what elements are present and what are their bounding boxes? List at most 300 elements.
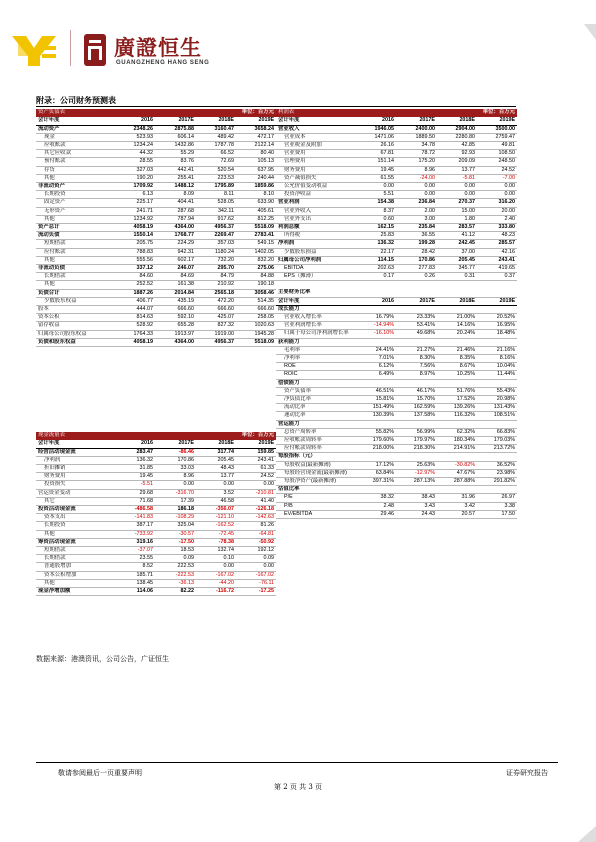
value-cell: 8.16%: [477, 354, 517, 362]
value-cell: [355, 289, 396, 297]
value-cell: 1768.77: [155, 232, 196, 240]
row-label: 其它: [36, 497, 114, 505]
value-cell: [437, 281, 477, 289]
value-cell: 1020.63: [236, 322, 276, 330]
value-cell: 812.25: [236, 215, 276, 223]
year-cell: 2018E: [196, 117, 236, 125]
value-cell: 138.45: [114, 579, 155, 587]
table-row: [276, 256, 517, 264]
table-row: [276, 445, 517, 453]
value-cell: 20.00: [477, 207, 517, 215]
row-label: P/B: [276, 502, 355, 510]
row-label: 负债合计: [36, 289, 114, 297]
value-cell: 14.16%: [437, 322, 477, 330]
table-row: [36, 530, 276, 538]
value-cell: 1946.05: [355, 125, 396, 133]
value-cell: 16.95%: [477, 322, 517, 330]
value-cell: 3160.47: [196, 125, 236, 133]
year-header-row: [36, 440, 276, 448]
value-cell: [477, 338, 517, 346]
value-cell: -316.70: [155, 489, 196, 497]
value-cell: 1919.00: [196, 330, 236, 338]
value-cell: 17.39: [155, 497, 196, 505]
table-row: [276, 273, 517, 281]
table-row: [36, 232, 276, 240]
value-cell: -72.45: [196, 530, 236, 538]
value-cell: 83.76: [155, 158, 196, 166]
value-cell: 218.30%: [396, 445, 437, 453]
table-row: [276, 502, 517, 510]
value-cell: 8.35%: [437, 354, 477, 362]
row-label: 短期借款: [36, 547, 114, 555]
value-cell: 1787.78: [196, 142, 236, 150]
row-label: 负债和股东权益: [36, 338, 114, 346]
row-label: 其他: [36, 281, 114, 289]
value-cell: 48.43: [196, 465, 236, 473]
value-cell: 1234.92: [114, 215, 155, 223]
row-label: 少数股东权益: [36, 297, 114, 305]
value-cell: 23.98%: [477, 469, 517, 477]
value-cell: 236.84: [396, 199, 437, 207]
value-cell: 130.39%: [355, 412, 396, 420]
year-cell: 2016: [355, 117, 396, 125]
value-cell: 827.32: [196, 322, 236, 330]
value-cell: 21.00%: [437, 313, 477, 321]
value-cell: 18.48%: [477, 330, 517, 338]
value-cell: 6.49%: [355, 371, 396, 379]
value-cell: 2018E: [437, 297, 477, 305]
year-cell: 2017E: [155, 440, 196, 448]
value-cell: 732.20: [196, 256, 236, 264]
value-cell: 31.85: [114, 465, 155, 473]
row-label: [276, 281, 355, 289]
value-cell: 4058.19: [114, 338, 155, 346]
row-label: 归属于母公司净利润增长率: [276, 330, 355, 338]
value-cell: 67.81: [355, 150, 396, 158]
row-label: 经营活动现金流: [36, 448, 114, 456]
value-cell: -116.72: [196, 588, 236, 596]
value-cell: 214.91%: [437, 445, 477, 453]
table-row: [36, 191, 276, 199]
table-row: [36, 506, 276, 514]
cash-flow-table: [36, 432, 276, 596]
row-label: 现金: [36, 133, 114, 141]
unit-label: 单位：百万元: [437, 109, 517, 117]
value-cell: 23.55: [114, 555, 155, 563]
value-cell: 555.56: [114, 256, 155, 264]
page-title: 附录：公司财务预测表: [36, 95, 116, 105]
value-cell: -108.29: [155, 514, 196, 522]
row-label: EBITDA: [276, 265, 355, 273]
value-cell: 78.72: [396, 150, 437, 158]
value-cell: 92.93: [437, 150, 477, 158]
value-cell: 17.50: [477, 510, 517, 518]
value-cell: 180.34%: [437, 437, 477, 445]
value-cell: 4058.19: [114, 224, 155, 232]
row-label: 营业外支出: [276, 215, 355, 223]
table-row: [276, 494, 517, 502]
table-row: [276, 363, 517, 371]
value-cell: 345.77: [437, 265, 477, 273]
value-cell: 442.41: [155, 166, 196, 174]
value-cell: 0.00: [355, 183, 396, 191]
year-cell: 2018E: [196, 440, 236, 448]
value-cell: 46.58: [196, 497, 236, 505]
value-cell: 105.13: [236, 158, 276, 166]
value-cell: 24.52: [477, 166, 517, 174]
row-label: 资产总计: [36, 224, 114, 232]
table-row: [36, 571, 276, 579]
value-cell: 832.20: [236, 256, 276, 264]
table-row: [276, 281, 517, 289]
row-label: 公允价值变动收益: [276, 183, 355, 191]
row-label: 每股经营现金流(最新摊薄): [276, 469, 355, 477]
row-label: 净利率: [276, 354, 355, 362]
value-cell: 29.68: [114, 489, 155, 497]
value-cell: 5518.09: [236, 224, 276, 232]
value-cell: 205.75: [114, 240, 155, 248]
value-cell: 47.67%: [437, 469, 477, 477]
row-label: 应付账款: [36, 248, 114, 256]
value-cell: 190.18: [236, 281, 276, 289]
value-cell: 277.83: [396, 265, 437, 273]
value-cell: -126.18: [236, 506, 276, 514]
row-label: 应收账款: [36, 142, 114, 150]
value-cell: -167.02: [236, 571, 276, 579]
value-cell: 8.09: [155, 191, 196, 199]
row-label: 毛利率: [276, 346, 355, 354]
company-name-cn: 廣證恒生: [114, 36, 202, 60]
value-cell: [477, 420, 517, 428]
value-cell: -210.81: [236, 489, 276, 497]
value-cell: [396, 289, 437, 297]
row-label: 现金净增加额: [36, 588, 114, 596]
value-cell: 55.43%: [477, 387, 517, 395]
value-cell: 3500.00: [477, 125, 517, 133]
value-cell: -24.00: [396, 174, 437, 182]
value-cell: 248.50: [477, 158, 517, 166]
row-label: 估值比率: [276, 486, 355, 494]
row-label: 股本: [36, 306, 114, 314]
value-cell: 38.43: [396, 494, 437, 502]
value-cell: [396, 420, 437, 428]
value-cell: 1889.50: [396, 133, 437, 141]
value-cell: [355, 305, 396, 313]
value-cell: 270.37: [437, 199, 477, 207]
value-cell: 283.47: [114, 448, 155, 456]
value-cell: 8.96: [155, 473, 196, 481]
value-cell: 80.40: [236, 150, 276, 158]
value-cell: 2.48: [355, 502, 396, 510]
value-cell: 84.79: [196, 273, 236, 281]
value-cell: 3.42: [437, 502, 477, 510]
value-cell: 1432.86: [155, 142, 196, 150]
table-row: [276, 215, 517, 223]
value-cell: 151.49%: [355, 404, 396, 412]
value-cell: 1.80: [437, 215, 477, 223]
value-cell: 66.52: [196, 150, 236, 158]
value-cell: 20.57: [437, 510, 477, 518]
value-cell: [355, 338, 396, 346]
row-label: 归属母公司净利润: [276, 256, 355, 264]
value-cell: 252.52: [114, 281, 155, 289]
row-label: 预付账款: [36, 158, 114, 166]
value-cell: 319.16: [114, 538, 155, 546]
table-row: [36, 322, 276, 330]
row-label: ROE: [276, 363, 355, 371]
year-label: 会计年度: [36, 440, 114, 448]
year-cell: 2016: [114, 117, 155, 125]
value-cell: 337.12: [114, 265, 155, 273]
value-cell: 108.51%: [477, 412, 517, 420]
row-label: 营业成本: [276, 133, 355, 141]
value-cell: 592.10: [155, 314, 196, 322]
value-cell: 2014.84: [155, 289, 196, 297]
row-label: 资本公积: [36, 314, 114, 322]
value-cell: 15.81%: [355, 395, 396, 403]
value-cell: [437, 379, 477, 387]
value-cell: 72.69: [196, 158, 236, 166]
value-cell: [477, 486, 517, 494]
row-label: 固定资产: [36, 199, 114, 207]
value-cell: -50.92: [236, 538, 276, 546]
row-label: 留存收益: [36, 322, 114, 330]
table-row: [276, 166, 517, 174]
table-row: [276, 142, 517, 150]
value-cell: 275.06: [236, 265, 276, 273]
value-cell: -12.97%: [396, 469, 437, 477]
table-row: [36, 456, 276, 464]
title-rule: [36, 106, 516, 107]
value-cell: [396, 486, 437, 494]
value-cell: -14.94%: [355, 322, 396, 330]
value-cell: [355, 281, 396, 289]
row-label: EPS（摊薄）: [276, 273, 355, 281]
value-cell: 38.32: [355, 494, 396, 502]
value-cell: 205.45: [196, 456, 236, 464]
row-label: 其它应收款: [36, 150, 114, 158]
table-row: [36, 465, 276, 473]
value-cell: 223.53: [196, 174, 236, 182]
table-row: [276, 289, 517, 297]
table-row: [36, 183, 276, 191]
value-cell: 0.09: [236, 555, 276, 563]
value-cell: 114.15: [355, 256, 396, 264]
value-cell: 8.30%: [396, 354, 437, 362]
value-cell: 917.62: [196, 215, 236, 223]
value-cell: -7.00: [477, 174, 517, 182]
value-cell: 2904.00: [437, 125, 477, 133]
row-label: 营业收入增长率: [276, 313, 355, 321]
value-cell: 222.53: [155, 563, 196, 571]
table-row: [36, 473, 276, 481]
value-cell: -36.13: [155, 579, 196, 587]
row-label: 资本公积增加: [36, 571, 114, 579]
value-cell: 0.00: [396, 191, 437, 199]
value-cell: 20.24%: [437, 330, 477, 338]
value-cell: 199.28: [396, 240, 437, 248]
value-cell: [437, 305, 477, 313]
value-cell: 0.17: [355, 273, 396, 281]
value-cell: 633.90: [236, 199, 276, 207]
row-label: P/E: [276, 494, 355, 502]
table-row: [36, 240, 276, 248]
gzhs-logo-icon: [12, 32, 58, 68]
value-cell: 205.45: [437, 256, 477, 264]
table-title: 现金流量表: [36, 432, 196, 440]
table-row: [36, 579, 276, 587]
value-cell: 41.12: [437, 232, 477, 240]
value-cell: 1471.06: [355, 133, 396, 141]
table-row: [276, 133, 517, 141]
value-cell: 602.17: [155, 256, 196, 264]
value-cell: 814.63: [114, 314, 155, 322]
value-cell: 24.52: [236, 473, 276, 481]
row-label: 净负债比率: [276, 395, 355, 403]
value-cell: 46.51%: [355, 387, 396, 395]
value-cell: 16.79%: [355, 313, 396, 321]
value-cell: -16.10%: [355, 330, 396, 338]
value-cell: 246.07: [155, 265, 196, 273]
table-row: [36, 489, 276, 497]
table-row: [36, 297, 276, 305]
table-row: [36, 306, 276, 314]
row-label: 其他: [36, 174, 114, 182]
table-row: [276, 346, 517, 354]
value-cell: 0.00: [477, 191, 517, 199]
value-cell: 175.20: [396, 158, 437, 166]
table-row: [36, 265, 276, 273]
value-cell: [437, 453, 477, 461]
value-cell: 325.04: [155, 522, 196, 530]
table-row: [276, 313, 517, 321]
value-cell: 666.60: [155, 306, 196, 314]
table-row: [36, 256, 276, 264]
value-cell: -86.46: [155, 448, 196, 456]
value-cell: 6.12%: [355, 363, 396, 371]
row-label: 投资损失: [36, 481, 114, 489]
row-label: 长期投资: [36, 522, 114, 530]
value-cell: -142.63: [236, 514, 276, 522]
table-row: [276, 338, 517, 346]
value-cell: 0.00: [236, 563, 276, 571]
table-row: [276, 461, 517, 469]
value-cell: 179.60%: [355, 437, 396, 445]
value-cell: 243.41: [236, 456, 276, 464]
table-row: [36, 538, 276, 546]
value-cell: 1234.24: [114, 142, 155, 150]
value-cell: 136.32: [355, 240, 396, 248]
value-cell: 13.77: [437, 166, 477, 174]
table-row: [276, 478, 517, 486]
value-cell: 2400.00: [396, 125, 437, 133]
report-header: [0, 24, 596, 74]
value-cell: 3.00: [396, 215, 437, 223]
value-cell: 1488.12: [155, 183, 196, 191]
value-cell: 8.10: [236, 191, 276, 199]
row-label: 短期借款: [36, 240, 114, 248]
row-label: 净利润: [276, 240, 355, 248]
value-cell: 24.41%: [355, 346, 396, 354]
data-source: 数据来源：港澳资讯，公司公告，广证恒生: [36, 655, 169, 663]
value-cell: 3.38: [477, 502, 517, 510]
value-cell: 2019E: [477, 297, 517, 305]
value-cell: [355, 379, 396, 387]
value-cell: 520.54: [196, 166, 236, 174]
value-cell: 8.96: [396, 166, 437, 174]
value-cell: 788.83: [114, 248, 155, 256]
table-row: [276, 379, 517, 387]
value-cell: 8.52: [114, 563, 155, 571]
value-cell: 2565.18: [196, 289, 236, 297]
value-cell: 162.59%: [396, 404, 437, 412]
value-cell: 0.00: [437, 183, 477, 191]
table-row: [276, 371, 517, 379]
value-cell: -733.92: [114, 530, 155, 538]
value-cell: 136.32: [114, 456, 155, 464]
value-cell: 63.84%: [355, 469, 396, 477]
row-label: 营运资金变动: [36, 489, 114, 497]
value-cell: 287.68: [155, 207, 196, 215]
year-cell: 2019E: [236, 117, 276, 125]
value-cell: 28.55: [114, 158, 155, 166]
value-cell: 2875.88: [155, 125, 196, 133]
value-cell: 55.82%: [355, 428, 396, 436]
value-cell: 528.92: [114, 322, 155, 330]
row-label: 获利能力: [276, 338, 355, 346]
value-cell: 2269.47: [196, 232, 236, 240]
table-row: [276, 191, 517, 199]
row-label: 营业费用: [276, 150, 355, 158]
value-cell: 108.50: [477, 150, 517, 158]
page-number: 第 2 页 共 3 页: [273, 783, 323, 791]
value-cell: -141.83: [114, 514, 155, 522]
year-header-row: [36, 117, 276, 125]
value-cell: 357.03: [196, 240, 236, 248]
table-row: [276, 248, 517, 256]
table-row: [36, 207, 276, 215]
balance-sheet-table: [36, 109, 276, 347]
table-row: [36, 133, 276, 141]
value-cell: 4364.00: [155, 224, 196, 232]
value-cell: 549.15: [236, 240, 276, 248]
value-cell: 19.45: [114, 473, 155, 481]
value-cell: -30.82%: [437, 461, 477, 469]
value-cell: -37.07: [114, 547, 155, 555]
row-label: 营业收入: [276, 125, 355, 133]
value-cell: 209.09: [437, 158, 477, 166]
value-cell: 139.26%: [437, 404, 477, 412]
value-cell: 202.63: [355, 265, 396, 273]
value-cell: 3658.24: [236, 125, 276, 133]
row-label: 流动资产: [36, 125, 114, 133]
value-cell: 19.45: [355, 166, 396, 174]
value-cell: 31.96: [437, 494, 477, 502]
row-label: EV/EBITDA: [276, 510, 355, 518]
value-cell: 170.86: [396, 256, 437, 264]
table-row: [36, 281, 276, 289]
value-cell: 61.33: [236, 465, 276, 473]
row-label: 资产减值损失: [276, 174, 355, 182]
value-cell: -76.11: [236, 579, 276, 587]
value-cell: 489.42: [196, 133, 236, 141]
row-label: 管理费用: [276, 158, 355, 166]
table-row: [276, 240, 517, 248]
value-cell: 327.03: [114, 166, 155, 174]
value-cell: 2348.26: [114, 125, 155, 133]
value-cell: 22.17: [355, 248, 396, 256]
value-cell: 179.97%: [396, 437, 437, 445]
